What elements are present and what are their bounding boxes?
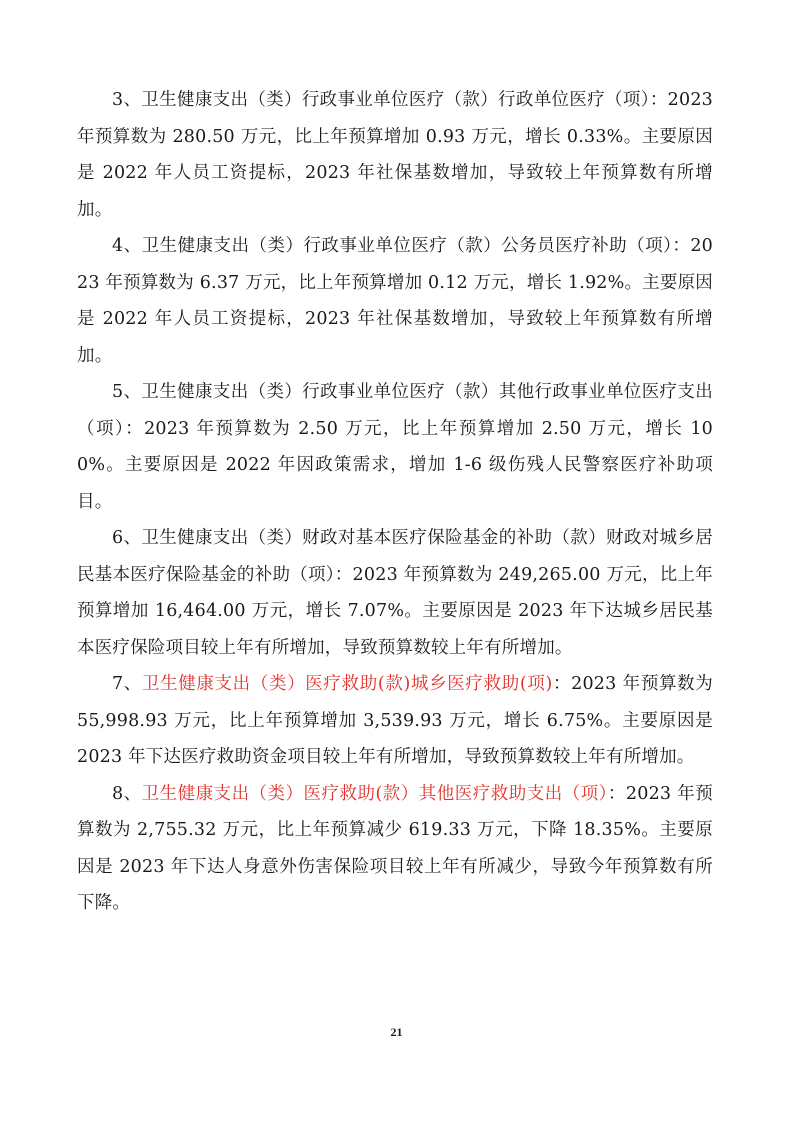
paragraph-text: ：2023 年预算数为 55,998.93 万元，比上年预算增加 3,539.93 万元，增长 6.75%。主要原因是 2023 年下达医疗救助资金项目较上年有所增加，导致预算数较上年有所增加。 — [77, 674, 713, 767]
highlighted-category: 卫生健康支出（类）医疗救助(款）其他医疗救助支出（项） — [141, 783, 608, 804]
paragraph-text: 5、卫生健康支出（类）行政事业单位医疗（款）其他行政事业单位医疗支出（项）：2023 年预算数为 2.50 万元，比上年预算增加 2.50 万元，增长 100%。主要原因是 2022 年因政策需求，增加 1-6 级伤残人民警察医疗补助项目。 — [77, 382, 713, 512]
paragraph-text: ：2023 年预算数为 2,755.32 万元，比上年预算减少 619.33 万元，下降 18.35%。主要原因是 2023 年下达人身意外伤害保险项目较上年有所减少，导致今年预算数有所下降。 — [77, 783, 713, 913]
paragraph-item-6 — [77, 520, 713, 666]
document-body — [77, 82, 713, 922]
paragraph-prefix: 7、 — [112, 674, 142, 694]
paragraph-item-5 — [77, 374, 713, 520]
paragraph-text: 4、卫生健康支出（类）行政事业单位医疗（款）公务员医疗补助（项）：2023 年预算数为 6.37 万元，比上年预算增加 0.12 万元，增长 1.92%。主要原因是 2022 年人员工资提标，2023 年社保基数增加，导致较上年预算数有所增加。 — [77, 236, 713, 366]
paragraph-item-4 — [77, 228, 713, 374]
paragraph-prefix: 8、 — [112, 783, 142, 804]
paragraph-item-3 — [77, 82, 713, 228]
paragraph-item-8 — [77, 776, 713, 922]
page-number: 21 — [390, 1025, 403, 1039]
paragraph-item-7 — [77, 666, 713, 776]
highlighted-category: 卫生健康支出（类）医疗救助(款)城乡医疗救助(项) — [141, 674, 553, 694]
paragraph-text: 3、卫生健康支出（类）行政事业单位医疗（款）行政单位医疗（项）：2023 年预算数为 280.50 万元，比上年预算增加 0.93 万元，增长 0.33%。主要原因是 2022 年人员工资提标，2023 年社保基数增加，导致较上年预算数有所增加。 — [77, 90, 713, 220]
paragraph-text: 6、卫生健康支出（类）财政对基本医疗保险基金的补助（款）财政对城乡居民基本医疗保险基金的补助（项）：2023 年预算数为 249,265.00 万元，比上年预算增加 16,464.00 万元，增长 7.07%。主要原因是 2023 年下达城乡居民基本医疗保险项目较上年有所增加，导致预算数较上年有所增加。 — [77, 528, 713, 658]
